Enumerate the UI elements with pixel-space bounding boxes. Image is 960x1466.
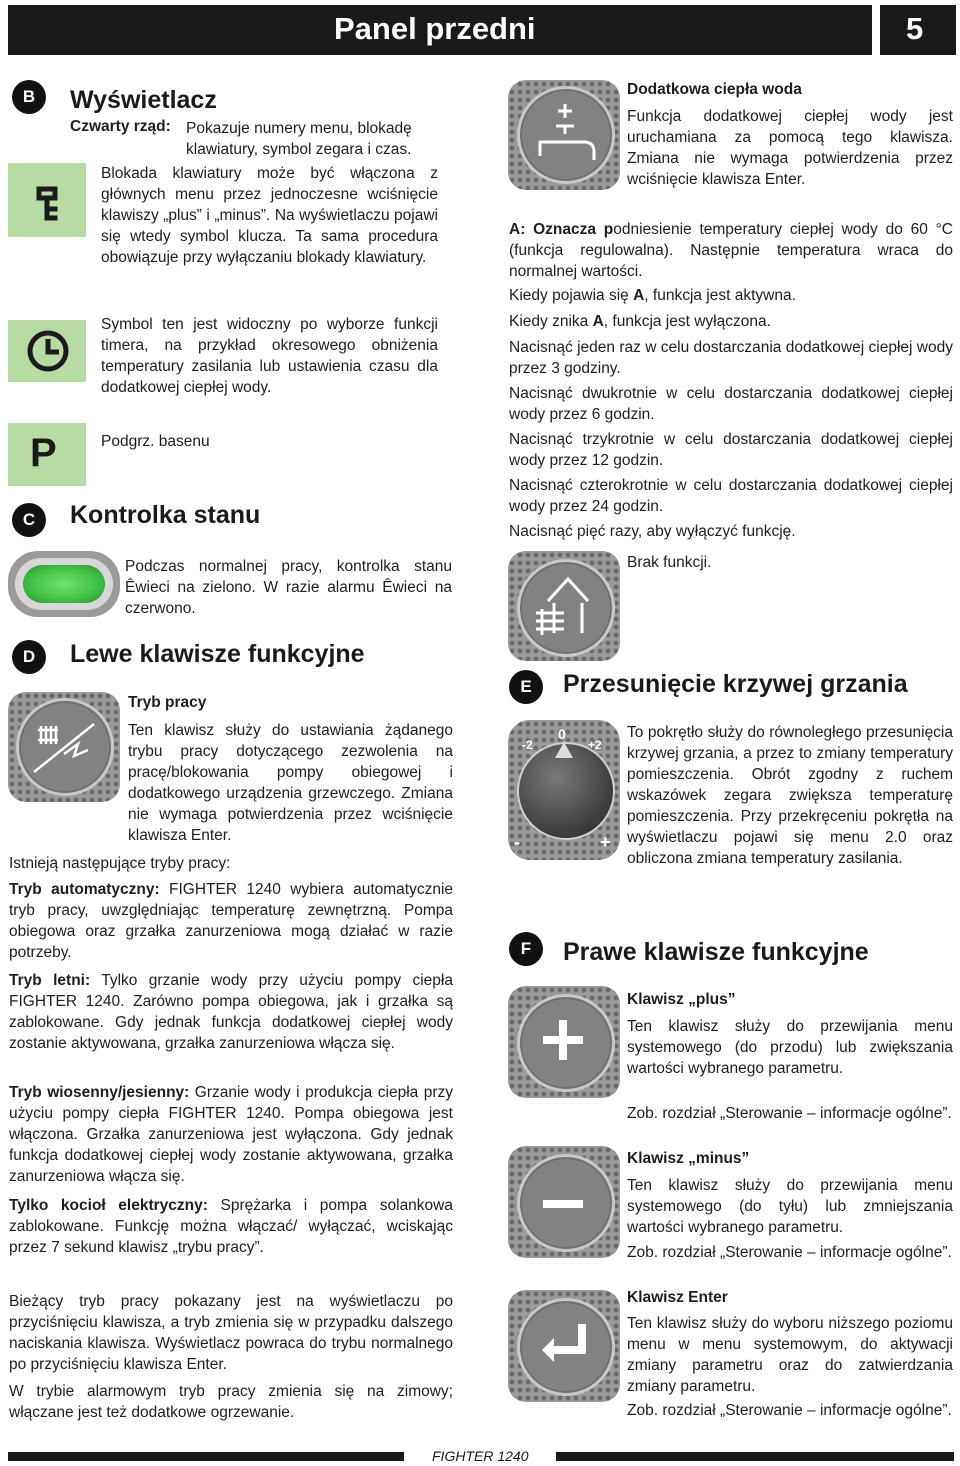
hot-water-a-text: odniesienie temperatury ciepłej wody do 60 °C (funkcja regulowalna). Następnie temperatura wraca do normalnej wartości. <box>509 221 953 280</box>
spring-mode-text: Grzanie wody i produkcja ciepła przy użyciu pompy ciepła FIGHTER 1240. Pompa obiegowa jest włączona. Grzałka zanurzeniowa jest wyłączona. Gdy jednak funkcja dodatkowej ciepłej wody zostanie aktywowana, grzałka zanurzeniowa włącza się. <box>9 1084 453 1185</box>
section-b-title: Wyświetlacz <box>70 86 217 114</box>
marker-b: B <box>12 80 46 114</box>
marker-e: E <box>509 670 543 704</box>
lock-text: Blokada klawiatury może być włączona z głównych menu przez jednoczesne wciśnięcie klawiszy „plus” i „minus”. Na wyświetlaczu pojawi się wtedy symbol klucza. Ta sama procedura obowiązuje przy wyłączaniu blokady klawiatury. <box>101 165 438 266</box>
spring-mode <box>9 1082 453 1187</box>
clock-icon <box>8 320 86 382</box>
auto-mode <box>9 879 453 963</box>
enter-title: Klawisz Enter <box>627 1289 728 1306</box>
row4-text: Pokazuje numery menu, blokadę klawiatury, symbol zegara i czas. <box>186 120 412 158</box>
footer-bar-right <box>556 1452 954 1461</box>
section-d-title: Lewe klawisze funkcyjne <box>70 640 365 668</box>
section-e-title: Przesunięcie krzywej grzania <box>563 670 908 698</box>
marker-f: F <box>509 932 543 966</box>
no-function-key[interactable] <box>508 551 620 661</box>
marker-c: C <box>12 503 46 537</box>
summer-mode-label: Tryb letni: <box>9 972 91 989</box>
a-disappears-post: , funkcja jest wyłączona. <box>603 313 771 330</box>
hot-water-a-info <box>509 219 953 282</box>
hot-water-title: Dodatkowa ciepła woda <box>627 81 802 98</box>
mode-text: Ten klawisz służy do ustawiania żądanego trybu pracy dotyczącego zezwolenia na pracę/blokowania pompy obiegowej i dodatkowego urządzenia grzewczego. Zmiana nie wymaga potwierdzenia przez wciśnięcie klawisza Enter. <box>128 722 453 844</box>
current-mode-text: Bieżący tryb pracy pokazany jest na wyświetlaczu po przyciśnięciu klawisza, a tryb zmienia się w przypadku dalszego naciskania klawisza. Wyświetlacz powraca do trybu normalnego po przyciśnięciu klawisza Enter. <box>9 1293 453 1373</box>
status-led <box>15 558 113 610</box>
summer-mode-text: Tylko grzanie wody przy użyciu pompy ciepła FIGHTER 1240. Zarówno pompa obiegowa, jak i grzałka są zablokowane. Gdy jednak funkcja dodatkowej ciepłej wody zostanie aktywowana, grzałka zanurzeniowa włącza się. <box>9 972 453 1052</box>
knob-label-minus: - <box>514 832 520 852</box>
hot-water-key[interactable] <box>508 80 620 190</box>
press-once: Nacisnąć jeden raz w celu dostarczania dodatkowej ciepłej wody przez 3 godziny. <box>509 339 953 377</box>
modes-intro: Istnieją następujące tryby pracy: <box>9 855 231 872</box>
electric-mode-label: Tylko kocioł elektryczny: <box>9 1197 208 1214</box>
enter-ref: Zob. rozdział „Sterowanie – informacje ogólne”. <box>627 1402 952 1419</box>
press-twice: Nacisnąć dwukrotnie w celu dostarczania dodatkowej ciepłej wody przez 6 godzin. <box>509 385 953 423</box>
minus-ref: Zob. rozdział „Sterowanie – informacje ogólne”. <box>627 1244 952 1261</box>
enter-key[interactable] <box>508 1290 620 1402</box>
no-function-text: Brak funkcji. <box>627 554 712 571</box>
pool-icon <box>8 423 86 486</box>
status-led-text: Podczas normalnej pracy, kontrolka stanu Êwieci na zielono. W razie alarmu Êwieci na czerwono. <box>125 558 452 617</box>
mode-title: Tryb pracy <box>128 694 207 711</box>
row4-label: Czwarty rząd: <box>70 118 171 135</box>
spring-mode-label: Tryb wiosenny/jesienny: <box>9 1084 190 1101</box>
electric-mode <box>9 1195 453 1258</box>
page-number: 5 <box>906 11 924 46</box>
a-disappears <box>509 311 953 332</box>
hot-water-a-label: A: Oznacza p <box>509 221 614 238</box>
knob-label-zero: 0 <box>558 726 566 742</box>
auto-mode-label: Tryb automatyczny: <box>9 881 160 898</box>
minus-key[interactable] <box>508 1146 620 1258</box>
a-appears-pre: Kiedy pojawia się <box>509 287 634 304</box>
footer-text: FIGHTER 1240 <box>432 1448 529 1464</box>
press-five: Nacisnąć pięć razy, aby wyłączyć funkcję. <box>509 523 796 540</box>
knob-label-plus2: +2 <box>588 738 602 752</box>
summer-mode <box>9 970 453 1054</box>
header-bar <box>8 5 872 55</box>
page-number-box <box>880 5 956 55</box>
electric-mode-text: Sprężarka i pompa solankowa zablokowane. Funkcję można włączać/ wyłączać, wciskając przez 7 sekund klawisz „trybu pracy”. <box>9 1197 453 1256</box>
minus-text: Ten klawisz służy do przewijania menu systemowego (do tyłu) lub zmniejszania wartości wybranego parametru. <box>627 1177 953 1236</box>
auto-mode-text: FIGHTER 1240 wybiera automatycznie tryb pracy, uwzględniając temperaturę zewnętrzną. Pompa obiegowa oraz grzałka zanurzeniowa mogą działać w razie potrzeby. <box>9 881 454 961</box>
heating-curve-knob[interactable] <box>508 720 620 860</box>
alarm-mode-text: W trybie alarmowym tryb pracy zmienia się na zimowy; włączane jest też dodatkowe ogrzewanie. <box>9 1383 453 1421</box>
hot-water-text: Funkcja dodatkowej ciepłej wody jest uruchamiana za pomocą tego klawisza. Zmiana nie wymaga potwierdzenia przez wciśnięcie klawisza Enter. <box>627 108 953 188</box>
marker-d: D <box>12 640 46 674</box>
key-lock-icon <box>8 163 86 237</box>
page-title: Panel przedni <box>334 11 536 46</box>
clock-text: Symbol ten jest widoczny po wyborze funkcji timera, na przykład okresowego obniżenia temperatury zasilania lub ustawienia czasu dla dodatkowej ciepłej wody. <box>101 316 438 396</box>
section-c-title: Kontrolka stanu <box>70 501 261 529</box>
status-led-tile <box>8 551 120 617</box>
plus-title: Klawisz „plus” <box>627 991 736 1008</box>
mode-key[interactable] <box>8 692 120 802</box>
a-appears-a: A <box>633 287 645 304</box>
pool-icon-letter: P <box>30 431 57 475</box>
a-disappears-a: A <box>592 313 604 330</box>
minus-title: Klawisz „minus” <box>627 1150 750 1167</box>
pool-text: Podgrz. basenu <box>101 433 210 450</box>
press-four: Nacisnąć czterokrotnie w celu dostarczania dodatkowej ciepłej wody przez 24 godzin. <box>509 477 953 515</box>
enter-text: Ten klawisz służy do wyboru niższego poziomu menu w menu systemowym, do aktywacji zmiany parametru oraz do zatwierdzania zmiany parametru. <box>627 1315 953 1395</box>
knob-label-minus2: -2 <box>522 738 533 752</box>
a-disappears-pre: Kiedy znika <box>509 313 593 330</box>
plus-text: Ten klawisz służy do przewijania menu systemowego (do przodu) lub zwiększania wartości wybranego parametru. <box>627 1018 953 1077</box>
knob-label-plus: + <box>600 832 611 852</box>
a-appears-post: , funkcja jest aktywna. <box>644 287 796 304</box>
plus-ref: Zob. rozdział „Sterowanie – informacje ogólne”. <box>627 1105 952 1122</box>
heating-curve-text: To pokrętło służy do równoległego przesunięcia krzywej grzania, a przez to zmiany temperatury pomieszczenia. Obrót zgodny z ruchem wskazówek zegara zwiększa temperaturę pomieszczenia. Przy przekręceniu pokrętła na wyświetlaczu pojawi się menu 2.0 oraz obliczona zmiana temperatury zasilania. <box>627 724 953 867</box>
plus-key[interactable] <box>508 986 620 1098</box>
section-f-title: Prawe klawisze funkcyjne <box>563 938 869 966</box>
footer-bar-left <box>8 1452 404 1461</box>
a-appears <box>509 285 953 306</box>
press-three: Nacisnąć trzykrotnie w celu dostarczania dodatkowej ciepłej wody przez 12 godzin. <box>509 431 953 469</box>
